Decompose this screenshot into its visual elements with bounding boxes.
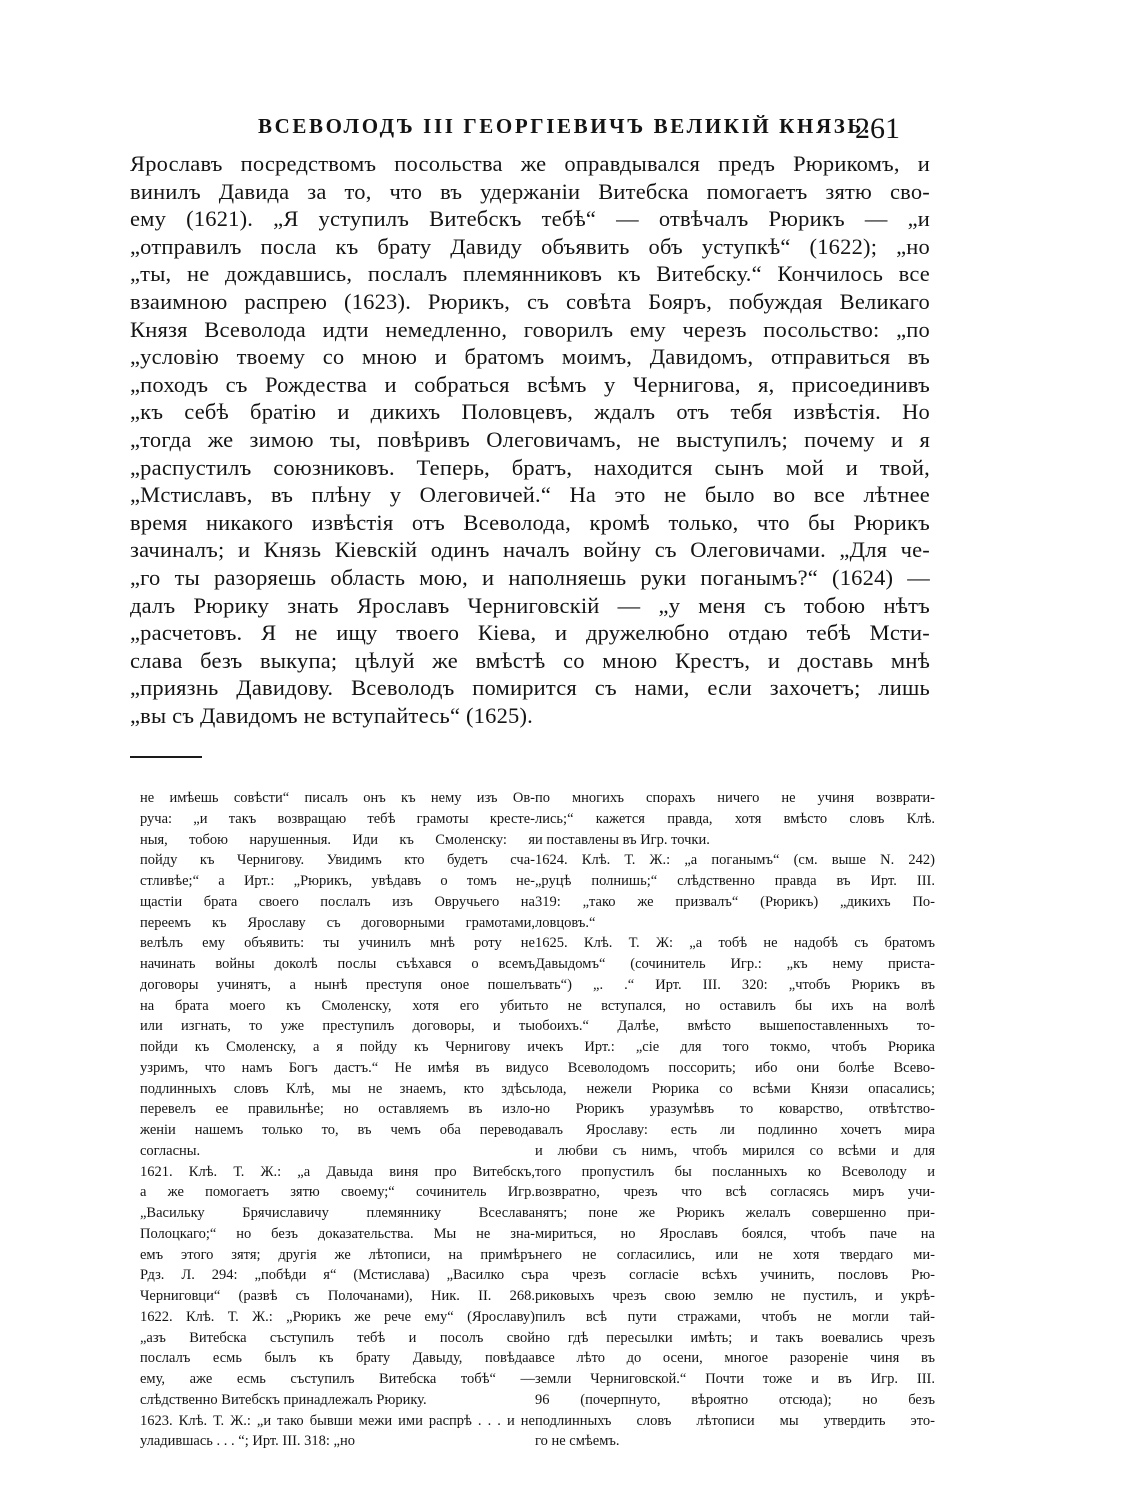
body-text-line: „условію твоему со мною и братомъ моимъ, Давидомъ, отправиться въ <box>130 344 930 370</box>
body-text-line: время никакого извѣстія отъ Всеволода, кромѣ только, что бы Рюрикъ <box>130 509 930 535</box>
footnote-line: послалъ есмь былъ къ брату Давыду, повѣдаа <box>140 1350 535 1367</box>
main-text <box>130 150 930 729</box>
body-text-line: ему (1621). „Я уступилъ Витебскъ тебѣ“ — отвѣчалъ Рюрикъ — „и <box>130 206 930 232</box>
footnote-line: и любви съ нимъ, чтобъ мирился со всѣми и для <box>535 1142 935 1159</box>
footnote-separator-rule <box>130 756 202 758</box>
footnote-line: Давыдомъ“ (сочинитель Игр.: „къ нему приста- <box>535 956 935 972</box>
footnote-line: узримъ, что намъ Богъ дастъ.“ Не имѣя въ виду <box>140 1059 535 1076</box>
body-text-line: „Мстиславъ, въ плѣну у Олеговичей.“ На это не было во все лѣтнее <box>130 482 930 508</box>
body-text-line: „къ себѣ братію и дикихъ Половцевъ, ждалъ отъ тебя извѣстія. Но <box>130 399 930 425</box>
page-number: 261 <box>855 112 900 145</box>
footnote-line: риковыхъ чрезъ свою землю не пустилъ, и укрѣ- <box>535 1288 935 1304</box>
footnote-line: ра чрезъ согласіе всѣхъ учинить, пословъ Рю- <box>535 1267 935 1284</box>
body-text-line: „го ты разоряешь область мою, и наполняешь руки поганымъ?“ (1624) — <box>130 564 930 590</box>
footnote-line: пилъ всѣ пути стражами, чтобъ не могли тай- <box>535 1308 935 1325</box>
footnote-line: него не согласились, или не хотя твердаго ми- <box>535 1246 935 1263</box>
footnote-line: переемъ къ Ярославу съ договорными грамотами, <box>140 914 535 931</box>
footnote-line: Черниговци“ (развѣ съ Полочанами), Ник. II. 268. <box>140 1288 535 1304</box>
body-text-line: Ярославъ посредствомъ посольства же оправдывался предъ Рюрикомъ, и <box>130 151 930 176</box>
footnote-line: 1623. Клѣ. Т. Ж.: „и тако бывши межи ими распрѣ . . . и не уладившась . . . “; Ирт. III. 318: „но <box>140 1412 535 1450</box>
footnote-line: согласны. <box>140 1142 201 1159</box>
footnote-line: а же помогаетъ зятю своему;“ сочинитель Игр. <box>140 1184 535 1201</box>
body-text-line: „распустилъ союзниковъ. Теперь, братъ, находится сынъ мой и твой, <box>130 454 930 480</box>
body-text-line: „отправилъ посла къ брату Давиду объявить объ уступкѣ“ (1622); „но <box>130 233 930 259</box>
body-text-line: далъ Рюрику знать Ярославъ Черниговскій — „у меня съ тобою нѣтъ <box>130 592 930 618</box>
body-text-line: „походъ съ Рождества и собраться всѣмъ у Чернигова, я, присоединивъ <box>130 371 930 397</box>
footnote-line: перевелъ ее правильнѣе; но оставляемъ въ изло- <box>140 1101 535 1118</box>
footnote-line: лись;“ кажется правда, хотя вмѣсто словъ Клѣ. <box>535 810 935 827</box>
footnote-line: Рдз. Л. 294: „побѣди я“ (Мстислава) „Василко съ <box>140 1267 535 1284</box>
footnote-line: то не вступался, но оставилъ бы ихъ на волѣ <box>535 997 935 1014</box>
body-text-line: „вы съ Давидомъ не вступайтесь“ (1625). <box>130 702 534 728</box>
body-text-line: „тогда же зимою ты, повѣривъ Олеговичамъ, не выступилъ; почему и я <box>130 426 930 452</box>
footnote-line: 319: „тако же призвалъ“ (Рюрикъ) „дикихъ По- <box>535 893 935 910</box>
footnote-line: подлинныхъ словъ лѣтописи мы утвердить это- <box>535 1412 935 1429</box>
body-text-line: „приязнь Давидову. Всеволодъ помирится съ нами, если захочетъ; лишь <box>130 675 930 701</box>
footnote-line: по многихъ спорахъ ничего не учиня возврати- <box>535 790 935 806</box>
body-text-line: винилъ Давида за то, что въ удержаніи Витебска помогаетъ зятю сво- <box>130 178 930 204</box>
footnote-line: возвратно, чрезъ что всѣ согласясь миръ учи- <box>535 1184 935 1201</box>
footnote-line: пойди къ Смоленску, а я пойду къ Чернигову и <box>140 1039 535 1055</box>
footnote-line: пойду къ Чернигову. Увидимъ кто будетъ сча- <box>140 852 535 869</box>
footnote-line: со Всеволодомъ поссорить; ибо они болѣе Всево- <box>535 1059 935 1076</box>
footnote-line: обоихъ.“ Далѣе, вмѣсто вышепоставленныхъ то- <box>535 1018 935 1035</box>
body-text-line: Князя Всеволода идти немедленно, говорилъ ему черезъ посольство: „по <box>130 316 930 342</box>
footnote-line: „Васильку Брячиславичу племяннику Всеслава <box>140 1205 535 1221</box>
footnote-line: 1621. Клѣ. Т. Ж.: „а Давыда виня про Витебскъ, <box>140 1163 535 1180</box>
footnote-line: руча: „и такъ возвращаю тебѣ грамоты кресте- <box>140 810 535 827</box>
footnote-line: валъ Ярославу: есть ли подлинно хочетъ мира <box>535 1122 935 1138</box>
footnote-line: договоры учинятъ, а нынѣ преступя оное пошелъ <box>140 976 535 993</box>
body-text-line: „ты, не дождавшись, послалъ племянниковъ къ Витебску.“ Кончилось все <box>130 261 930 287</box>
footnote-line: мириться, но Ярославъ боялся, чтобъ паче на <box>535 1225 935 1242</box>
footnote-line: ловцовъ.“ <box>535 914 596 931</box>
footnotes-right-column <box>535 788 935 1452</box>
footnote-line: но гдѣ пересылки имѣть; и такъ воевались чрезъ <box>535 1329 935 1346</box>
running-header-title: ВСЕВОЛОДЪ III ГЕОРГІЕВИЧЪ ВЕЛИКІЙ КНЯЗЬ. <box>258 114 872 138</box>
footnote-line: вать“) „. .“ Ирт. III. 320: „чтобъ Рюрикъ въ <box>535 976 935 993</box>
footnote-line: стливѣе;“ а Ирт.: „Рюрикъ, увѣдавъ о томъ не- <box>140 873 535 889</box>
footnote-line: велѣлъ ему объявить: ты учинилъ мнѣ роту не <box>140 935 535 952</box>
footnotes-left-column <box>140 788 535 1452</box>
footnote-line: щастіи брата своего послалъ изъ Овручьего на <box>140 893 535 910</box>
footnote-line: ныя, тобою нарушенныя. Иди къ Смоленску: я <box>140 831 535 848</box>
footnote-line: чекъ Ирт.: „сіе для того токмо, чтобъ Рюрика <box>535 1039 935 1055</box>
footnote-line: или изгнать, то уже преступилъ договоры, и ты <box>140 1018 535 1035</box>
footnote-line: „руцѣ полнишь;“ слѣдственно правда въ Ирт. III. <box>535 873 935 889</box>
footnote-line: нятъ; поне же Рюрикъ желалъ совершенно при- <box>535 1205 935 1221</box>
body-text-line: зачиналъ; и Князь Кіевскій одинъ началъ войну съ Олеговичами. „Для че- <box>130 537 930 563</box>
footnote-line: слѣдственно Витебскъ принадлежалъ Рюрику. <box>140 1391 427 1408</box>
footnote-line: го не смѣемъ. <box>535 1433 620 1450</box>
footnote-line: 1624. Клѣ. Т. Ж.: „а поганымъ“ (см. выше N. 242) <box>535 852 935 869</box>
footnote-line: лода, нежели Рюрика со всѣми Князи опасались; <box>535 1080 935 1097</box>
body-text-line: взаимною распрею (1623). Рюрикъ, съ совѣта Бояръ, побуждая Великаго <box>130 288 930 314</box>
footnote-line: начинать войны доколѣ послы съѣхався о всемъ <box>140 956 535 972</box>
footnote-line: женіи нашемъ только то, въ чемъ оба перевода <box>140 1122 535 1138</box>
footnote-line: земли Черниговской.“ Почти тоже и въ Игр. III. <box>535 1371 935 1387</box>
body-text-line: слава безъ выкупа; цѣлуй же вмѣстѣ со мною Крестъ, и доставь мнѣ <box>130 647 930 673</box>
footnote-line: 1622. Клѣ. Т. Ж.: „Рюрикъ же рече ему“ (Ярославу) <box>140 1308 535 1325</box>
footnote-line: ему, аже есмь съступилъ Витебска тобѣ“ — <box>140 1371 535 1387</box>
footnote-line: и поставлены въ Игр. точки. <box>535 831 710 848</box>
footnote-line: емъ этого зятя; другія же лѣтописи, на примѣръ <box>140 1246 535 1263</box>
footnote-line: того пропустилъ бы посланныхъ ко Всеволоду и <box>535 1163 935 1180</box>
footnote-line: Полоцкаго;“ но безъ доказательства. Мы не зна- <box>140 1225 535 1242</box>
footnote-line: 96 (почерпнуто, вѣроятно отсюда); но безъ <box>535 1391 935 1408</box>
body-text-line: „расчетовъ. Я не ищу твоего Кіева, и дружелюбно отдаю тебѣ Мсти- <box>130 620 930 646</box>
footnote-line: подлинныхъ словъ Клѣ, мы не знаемъ, кто здѣсь <box>140 1080 535 1097</box>
footnote-line: на брата моего къ Смоленску, хотя его убить <box>140 997 535 1014</box>
footnote-line: но Рюрикъ уразумѣвъ то коварство, отвѣтство- <box>535 1101 935 1118</box>
footnote-line: 1625. Клѣ. Т. Ж: „а тобѣ не надобѣ съ братомъ <box>535 935 935 952</box>
footnote-line: не имѣешь совѣсти“ писалъ онъ къ нему изъ Ов- <box>140 790 535 806</box>
footnote-line: „азъ Витебска съступилъ тебѣ и посолъ свой <box>140 1329 535 1346</box>
footnote-line: все лѣто до осени, многое разореніе чиня въ <box>535 1350 935 1367</box>
